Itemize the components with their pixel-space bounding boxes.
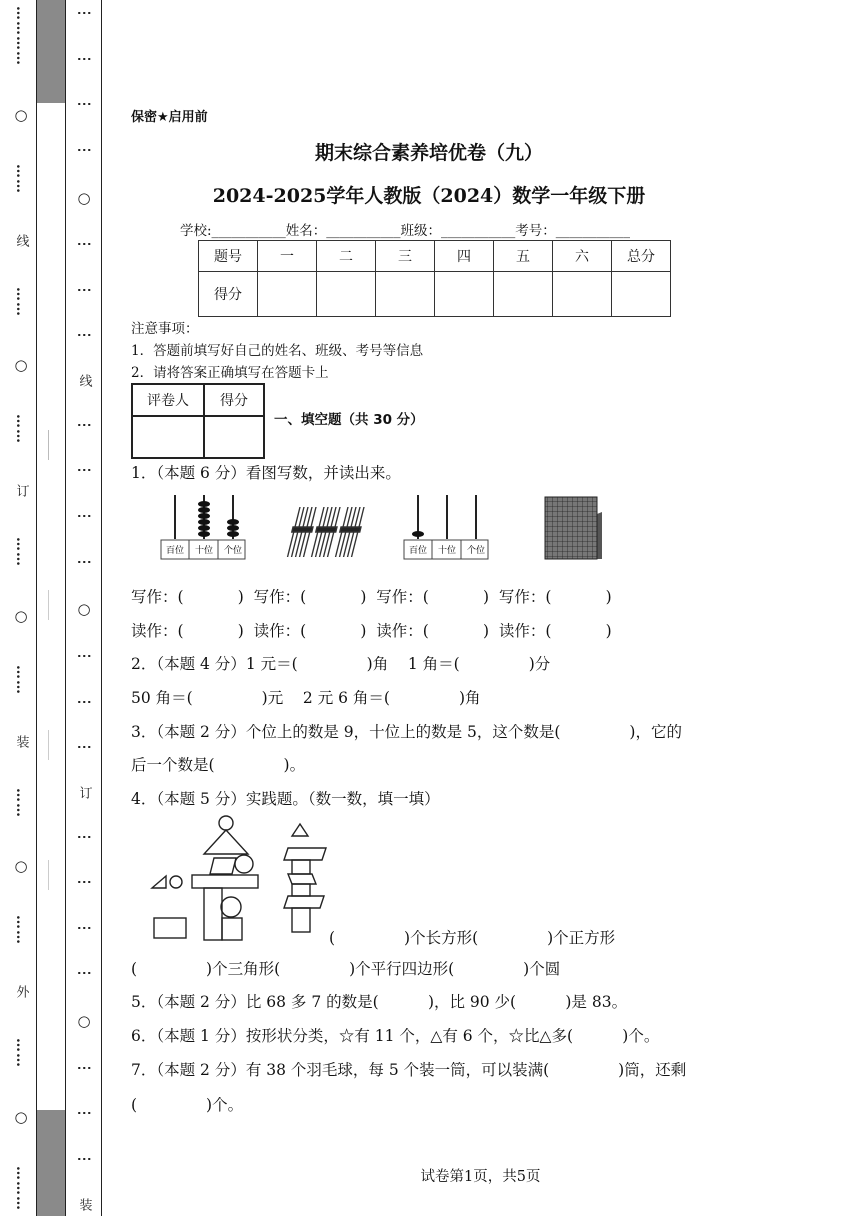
fold-mark [48, 730, 49, 760]
binding-label-ding: 订 [76, 785, 92, 799]
dots: ⋮ [76, 6, 92, 21]
grader-header: 得分 [204, 384, 264, 416]
student-info-line: 学校:___________姓名：___________班级：___________考号：___________ [180, 223, 631, 239]
inner-binding-column [75, 6, 93, 1211]
abacus-label: 十位 [194, 546, 214, 556]
dots: ⋮ [76, 1060, 92, 1076]
hundred-block-figure [542, 496, 606, 562]
dots: …… [13, 537, 29, 567]
section-title: 一、填空题（共 30 分） [274, 412, 424, 428]
dots: …… [13, 664, 29, 695]
question-4: 4．（本题 5 分）实践题。（数一数，填一填） [131, 790, 440, 808]
score-cell[interactable] [494, 272, 553, 317]
dots: ………… [13, 6, 29, 66]
q1-write-row[interactable]: 写作：( ) 写作：( ) 写作：( ) 写作：( ) [131, 588, 612, 606]
dots: …… [13, 414, 29, 445]
dots: …… [13, 915, 29, 946]
question-5[interactable]: 5．（本题 2 分）比 68 多 7 的数是( )，比 90 少( )是 83。 [131, 993, 628, 1011]
hole-circle-icon: ○ [77, 188, 91, 207]
question-2-line-1[interactable]: 2．（本题 4 分）1 元＝( )角 1 角＝( )分 [131, 655, 551, 673]
binding-label-zhuang: 装 [76, 1197, 92, 1211]
page-footer: 试卷第1页，共5页 [420, 1169, 541, 1185]
score-cell[interactable] [612, 272, 671, 317]
dots: ⋮ [76, 237, 92, 253]
dots: ⋮ [76, 509, 92, 525]
dots: ⋮ [76, 282, 92, 298]
dots: ⋮ [76, 829, 92, 845]
dots: ⋮ [76, 1152, 92, 1168]
dots: ……… [13, 1165, 29, 1211]
dots: …… [13, 787, 29, 818]
dots: …… [13, 163, 29, 194]
question-4-line-1[interactable]: ( )个长方形( )个正方形 [329, 929, 616, 947]
exam-title: 期末综合素养培优卷（九） [314, 142, 543, 164]
grader-cell[interactable] [132, 416, 204, 458]
margin-shade-bottom [36, 1110, 65, 1216]
margin-rule-2 [65, 0, 66, 1216]
score-cell[interactable] [553, 272, 612, 317]
dots: ⋮ [76, 51, 92, 67]
score-header: 五 [494, 241, 553, 272]
score-table [198, 240, 671, 317]
score-header: 二 [317, 241, 376, 272]
outer-binding-column [12, 6, 30, 1211]
stick-bundles-figure [286, 505, 372, 561]
dots: …… [13, 1038, 29, 1068]
question-6[interactable]: 6．（本题 1 分）按形状分类，☆有 11 个，△有 6 个，☆比△多( )个。 [131, 1027, 660, 1045]
hole-circle-icon: ○ [14, 606, 28, 625]
binding-label-xian: 线 [13, 233, 29, 247]
score-cell[interactable] [435, 272, 494, 317]
score-header: 一 [258, 241, 317, 272]
score-row-label: 得分 [199, 272, 258, 317]
question-2-line-2[interactable]: 50 角＝( )元 2 元 6 角＝( )角 [131, 689, 481, 707]
grader-cell[interactable] [204, 416, 264, 458]
abacus-figure-1 [160, 492, 246, 562]
margin-rule-3 [101, 0, 102, 1216]
dots: ⋮ [76, 463, 92, 479]
note-item: 1．答题前填写好自己的姓名、班级、考号等信息 [131, 343, 424, 359]
score-cell[interactable] [376, 272, 435, 317]
note-item: 2．请将答案正确填写在答题卡上 [131, 365, 329, 381]
dots: ⋮ [76, 875, 92, 891]
grader-table [131, 383, 265, 459]
question-7-line-1[interactable]: 7．（本题 2 分）有 38 个羽毛球，每 5 个装一筒，可以装满( )筒，还剩 [131, 1061, 687, 1079]
margin-rule-1 [36, 0, 37, 1216]
question-4-line-2[interactable]: ( )个三角形( )个平行四边形( )个圆 [131, 960, 561, 978]
binding-label-ding: 订 [13, 484, 29, 498]
score-cell[interactable] [258, 272, 317, 317]
q1-read-row[interactable]: 读作：( ) 读作：( ) 读作：( ) 读作：( ) [131, 622, 612, 640]
abacus-label: 百位 [408, 546, 428, 556]
hole-circle-icon: ○ [77, 1012, 91, 1031]
exam-subtitle: 2024-2025学年人教版（2024）数学一年级下册 [212, 185, 646, 207]
abacus-label: 百位 [165, 546, 185, 556]
binding-label-zhuang: 装 [13, 734, 29, 748]
dots: ⋮ [76, 554, 92, 570]
score-header: 总分 [612, 241, 671, 272]
hole-circle-icon: ○ [14, 857, 28, 876]
dots: ⋮ [76, 417, 92, 433]
abacus-label: 十位 [437, 546, 457, 556]
score-header: 三 [376, 241, 435, 272]
binding-label-xian: 线 [76, 374, 92, 388]
fold-mark [48, 860, 49, 890]
dots: ⋮ [76, 966, 92, 982]
question-1: 1．（本题 6 分）看图写数，并读出来。 [131, 464, 401, 482]
dots: ⋮ [76, 740, 92, 756]
secret-label: 保密★启用前 [131, 110, 208, 125]
dots: ⋮ [76, 142, 92, 158]
abacus-label: 个位 [223, 546, 243, 556]
notes-title: 注意事项： [131, 321, 199, 337]
fold-mark [48, 430, 49, 460]
hole-circle-icon: ○ [14, 1107, 28, 1126]
hole-circle-icon: ○ [77, 600, 91, 619]
dots: ⋮ [76, 648, 92, 664]
margin-shade-top [36, 0, 65, 103]
dots: …… [13, 286, 29, 317]
dots: ⋮ [76, 97, 92, 113]
score-header: 题号 [199, 241, 258, 272]
question-7-line-2[interactable]: ( )个。 [131, 1096, 244, 1114]
grader-header: 评卷人 [132, 384, 204, 416]
score-header: 六 [553, 241, 612, 272]
abacus-label: 个位 [466, 546, 486, 556]
score-cell[interactable] [317, 272, 376, 317]
hole-circle-icon: ○ [14, 105, 28, 124]
abacus-figure-2 [403, 492, 489, 562]
binding-label-wai: 外 [13, 985, 29, 999]
dots: ⋮ [76, 1106, 92, 1122]
question-3-line-1[interactable]: 3．（本题 2 分）个位上的数是 9，十位上的数是 5，这个数是( )，它的 [131, 723, 682, 741]
score-header: 四 [435, 241, 494, 272]
hole-circle-icon: ○ [14, 356, 28, 375]
fold-mark [48, 590, 49, 620]
dots: ⋮ [76, 920, 92, 936]
dots: ⋮ [76, 694, 92, 710]
question-3-line-2[interactable]: 后一个数是( )。 [131, 756, 306, 774]
dots: ⋮ [76, 328, 92, 344]
shapes-figure-left [148, 814, 264, 944]
shapes-figure-right [282, 822, 332, 934]
